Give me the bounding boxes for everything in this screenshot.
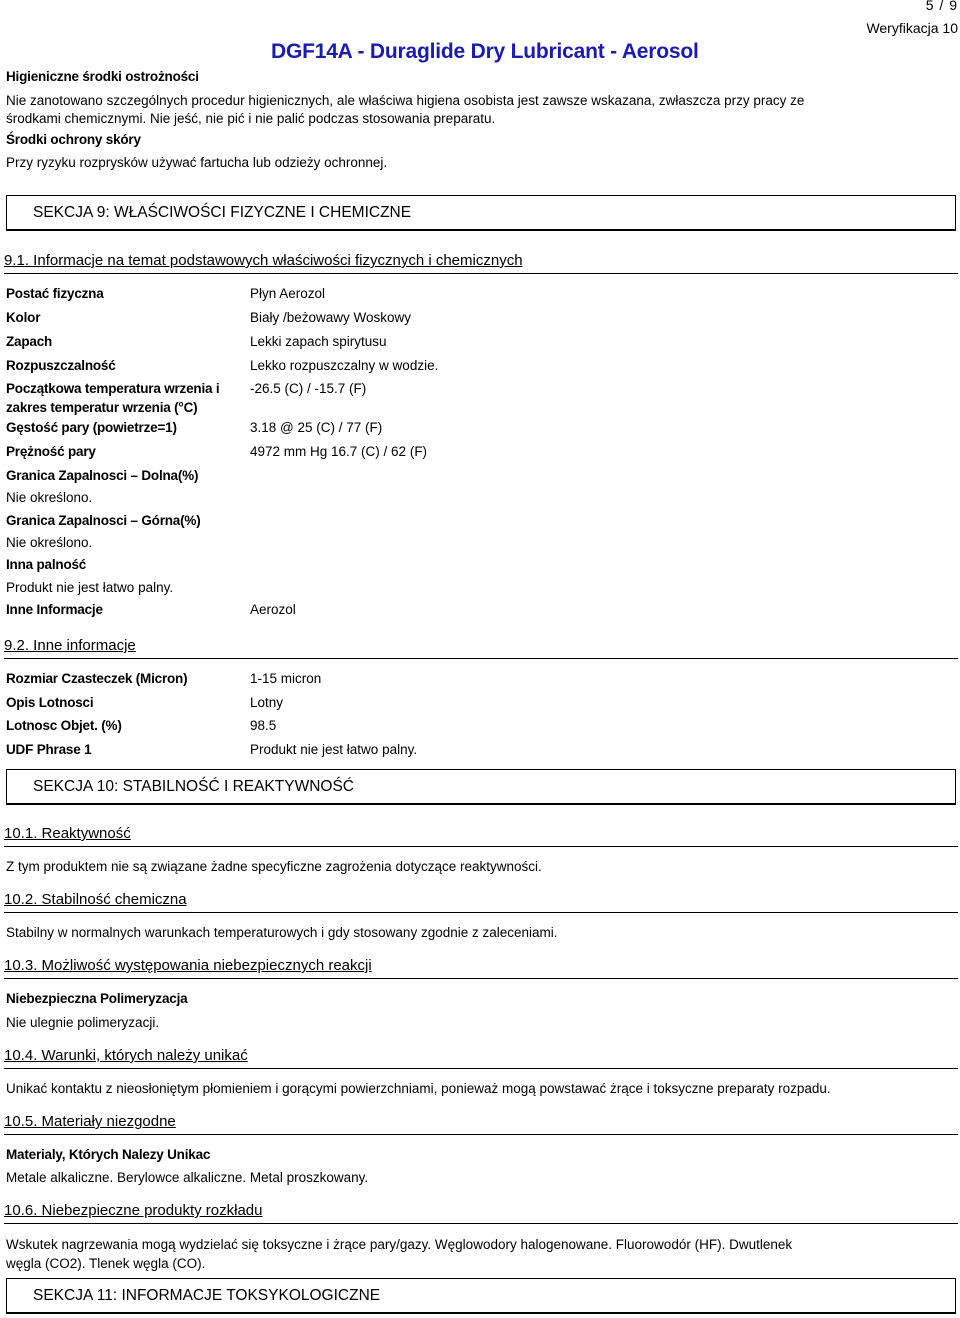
volatile-volume-value: 98.5	[250, 718, 277, 733]
subsection-10-2-title: 10.2. Stabilność chemiczna	[4, 891, 187, 908]
other-flammability-value: Produkt nie jest łatwo palny.	[6, 580, 174, 595]
prop-value-color: Biały /beżowawy Woskowy	[250, 310, 412, 325]
section-9-title: SEKCJA 9: WŁAŚCIWOŚCI FIZYCZNE I CHEMICZNE	[33, 204, 412, 221]
prop-value-vapor-pressure: 4972 mm Hg 16.7 (C) / 62 (F)	[250, 444, 428, 459]
incompatible-materials-text: Metale alkaliczne. Berylowce alkaliczne. Metal proszkowany.	[6, 1170, 369, 1185]
divider	[4, 1068, 958, 1069]
prop-label-odor: Zapach	[6, 334, 53, 349]
divider	[4, 658, 958, 659]
subsection-10-3-title: 10.3. Możliwość występowania niebezpiecznych reakcji	[4, 957, 372, 974]
divider	[4, 273, 958, 274]
document-title: DGF14A - Duraglide Dry Lubricant - Aerosol	[271, 40, 699, 63]
udf-phrase-label: UDF Phrase 1	[6, 742, 92, 757]
prop-label-vapor-density: Gęstość pary (powietrze=1)	[6, 420, 177, 435]
prop-label-physical-state: Postać fizyczna	[6, 286, 104, 301]
prop-value-solubility: Lekko rozpuszczalny w wodzie.	[250, 358, 439, 373]
divider	[4, 846, 958, 847]
reactivity-text: Z tym produktem nie są związane żadne specyficzne zagrożenia dotyczące reaktywności.	[6, 859, 542, 874]
stability-text: Stabilny w normalnych warunkach temperaturowych i gdy stosowany zgodnie z zaleceniami.	[6, 925, 558, 940]
section-10-title: SEKCJA 10: STABILNOŚĆ I REAKTYWNOŚĆ	[33, 778, 354, 795]
subsection-10-5-title: 10.5. Materiały niezgodne	[4, 1113, 176, 1130]
incompatible-materials-label: Materialy, Których Nalezy Unikac	[6, 1147, 211, 1162]
decomposition-text-line1: Wskutek nagrzewania mogą wydzielać się toksyczne i żrące pary/gazy. Węglowodory halogenowane. Fluorowodór (HF). Dwutlenek	[6, 1237, 793, 1252]
hygiene-text-line1: Nie zanotowano szczególnych procedur higienicznych, ale właściwa higiena osobista jest zawsze wskazana, zwłaszcza przy pracy ze	[6, 93, 805, 108]
other-info-value: Aerozol	[250, 602, 296, 617]
lower-flammability-value: Nie określono.	[6, 490, 93, 505]
volatility-value: Lotny	[250, 695, 284, 710]
prop-label-color: Kolor	[6, 310, 41, 325]
section-9-header	[6, 195, 956, 231]
prop-label-vapor-pressure: Prężność pary	[6, 444, 96, 459]
other-flammability-label: Inna palność	[6, 557, 87, 572]
prop-value-odor: Lekki zapach spirytusu	[250, 334, 387, 349]
skin-protection-text: Przy ryzyku rozprysków używać fartucha lub odzieży ochronnej.	[6, 155, 388, 170]
subsection-9-2-title: 9.2. Inne informacje	[4, 637, 136, 654]
volatility-label: Opis Lotnosci	[6, 695, 94, 710]
hazardous-polymerization-label: Niebezpieczna Polimeryzacja	[6, 991, 188, 1006]
section-10-header	[6, 769, 956, 805]
subsection-10-6-title: 10.6. Niebezpieczne produkty rozkładu	[4, 1202, 263, 1219]
prop-value-vapor-density: 3.18 @ 25 (C) / 77 (F)	[250, 420, 383, 435]
volatile-volume-label: Lotnosc Objet. (%)	[6, 718, 122, 733]
upper-flammability-label: Granica Zapalnosci – Górna(%)	[6, 513, 201, 528]
skin-protection-heading: Środki ochrony skóry	[6, 132, 141, 147]
divider	[4, 1223, 958, 1224]
divider	[4, 912, 958, 913]
divider	[4, 1134, 958, 1135]
decomposition-text-line2: węgla (CO2). Tlenek węgla (CO).	[6, 1256, 206, 1271]
page-number: 5 / 9	[925, 0, 958, 13]
other-info-label: Inne Informacje	[6, 602, 103, 617]
prop-label-boiling-point: Początkowa temperatura wrzenia i	[6, 381, 220, 396]
prop-value-physical-state: Płyn Aerozol	[250, 286, 326, 301]
subsection-9-1-title: 9.1. Informacje na temat podstawowych właściwości fizycznych i chemicznych	[4, 252, 523, 269]
prop-label-solubility: Rozpuszczalność	[6, 358, 116, 373]
prop-value-boiling-point: -26.5 (C) / -15.7 (F)	[250, 381, 367, 396]
particle-size-label: Rozmiar Czasteczek (Micron)	[6, 671, 188, 686]
lower-flammability-label: Granica Zapalnosci – Dolna(%)	[6, 468, 199, 483]
hazardous-polymerization-text: Nie ulegnie polimeryzacji.	[6, 1015, 160, 1030]
subsection-10-4-title: 10.4. Warunki, których należy unikać	[4, 1047, 248, 1064]
revision-label: Weryfikacja 10	[866, 20, 958, 36]
conditions-to-avoid-text: Unikać kontaktu z nieosłoniętym płomieniem i gorącymi powierzchniami, ponieważ mogą powstawać żrące i toksyczne preparaty rozpadu.	[6, 1081, 831, 1096]
udf-phrase-value: Produkt nie jest łatwo palny.	[250, 742, 418, 757]
section-11-title: SEKCJA 11: INFORMACJE TOKSYKOLOGICZNE	[33, 1287, 381, 1304]
divider	[4, 978, 958, 979]
particle-size-value: 1-15 micron	[250, 671, 322, 686]
section-11-header	[6, 1278, 956, 1314]
hygiene-heading: Higieniczne środki ostrożności	[6, 69, 199, 84]
subsection-10-1-title: 10.1. Reaktywność	[4, 825, 131, 842]
prop-label-boiling-range: zakres temperatur wrzenia (°C)	[6, 400, 198, 415]
hygiene-text-line2: środkami chemicznymi. Nie jeść, nie pić i nie palić podczas stosowania preparatu.	[6, 111, 496, 126]
upper-flammability-value: Nie określono.	[6, 535, 93, 550]
